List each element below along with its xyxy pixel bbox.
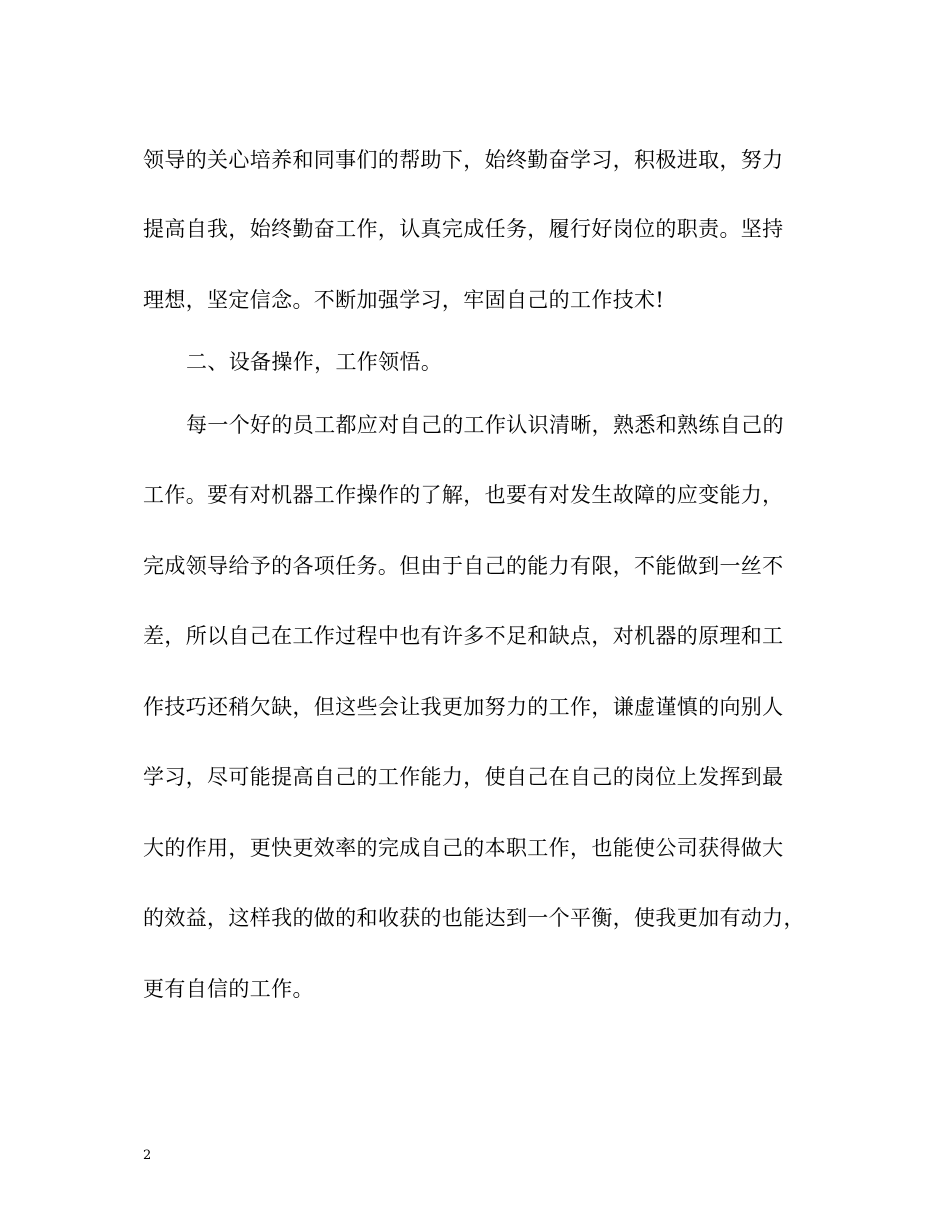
section-heading: 二、设备操作，工作领悟。: [186, 350, 443, 374]
paragraph-line: 每一个好的员工都应对自己的工作认识清晰，熟悉和熟练自己的: [186, 413, 784, 437]
paragraph-line: 更有自信的工作。: [143, 977, 314, 1001]
paragraph-line: 大的作用，更快更效率的完成自己的本职工作，也能使公司获得做大: [143, 836, 784, 860]
paragraph-line: 的效益，这样我的做的和收获的也能达到一个平衡，使我更加有动力，: [143, 906, 805, 930]
paragraph-line: 提高自我，始终勤奋工作，认真完成任务，履行好岗位的职责。坚持: [143, 217, 784, 241]
paragraph-line: 领导的关心培养和同事们的帮助下，始终勤奋学习，积极进取，努力: [143, 148, 784, 172]
paragraph-line: 工作。要有对机器工作操作的了解，也要有对发生故障的应变能力，: [143, 483, 784, 507]
paragraph-line: 差，所以自己在工作过程中也有许多不足和缺点，对机器的原理和工: [143, 624, 784, 648]
paragraph-line: 完成领导给予的各项任务。但由于自己的能力有限，不能做到一丝不: [143, 554, 784, 578]
paragraph-line: 作技巧还稍欠缺，但这些会让我更加努力的工作，谦虚谨慎的向别人: [143, 695, 784, 719]
paragraph-line: 学习，尽可能提高自己的工作能力，使自己在自己的岗位上发挥到最: [143, 765, 784, 789]
paragraph-line: 理想，坚定信念。不断加强学习，牢固自己的工作技术!: [143, 288, 665, 312]
page-number: 2: [143, 1148, 152, 1163]
